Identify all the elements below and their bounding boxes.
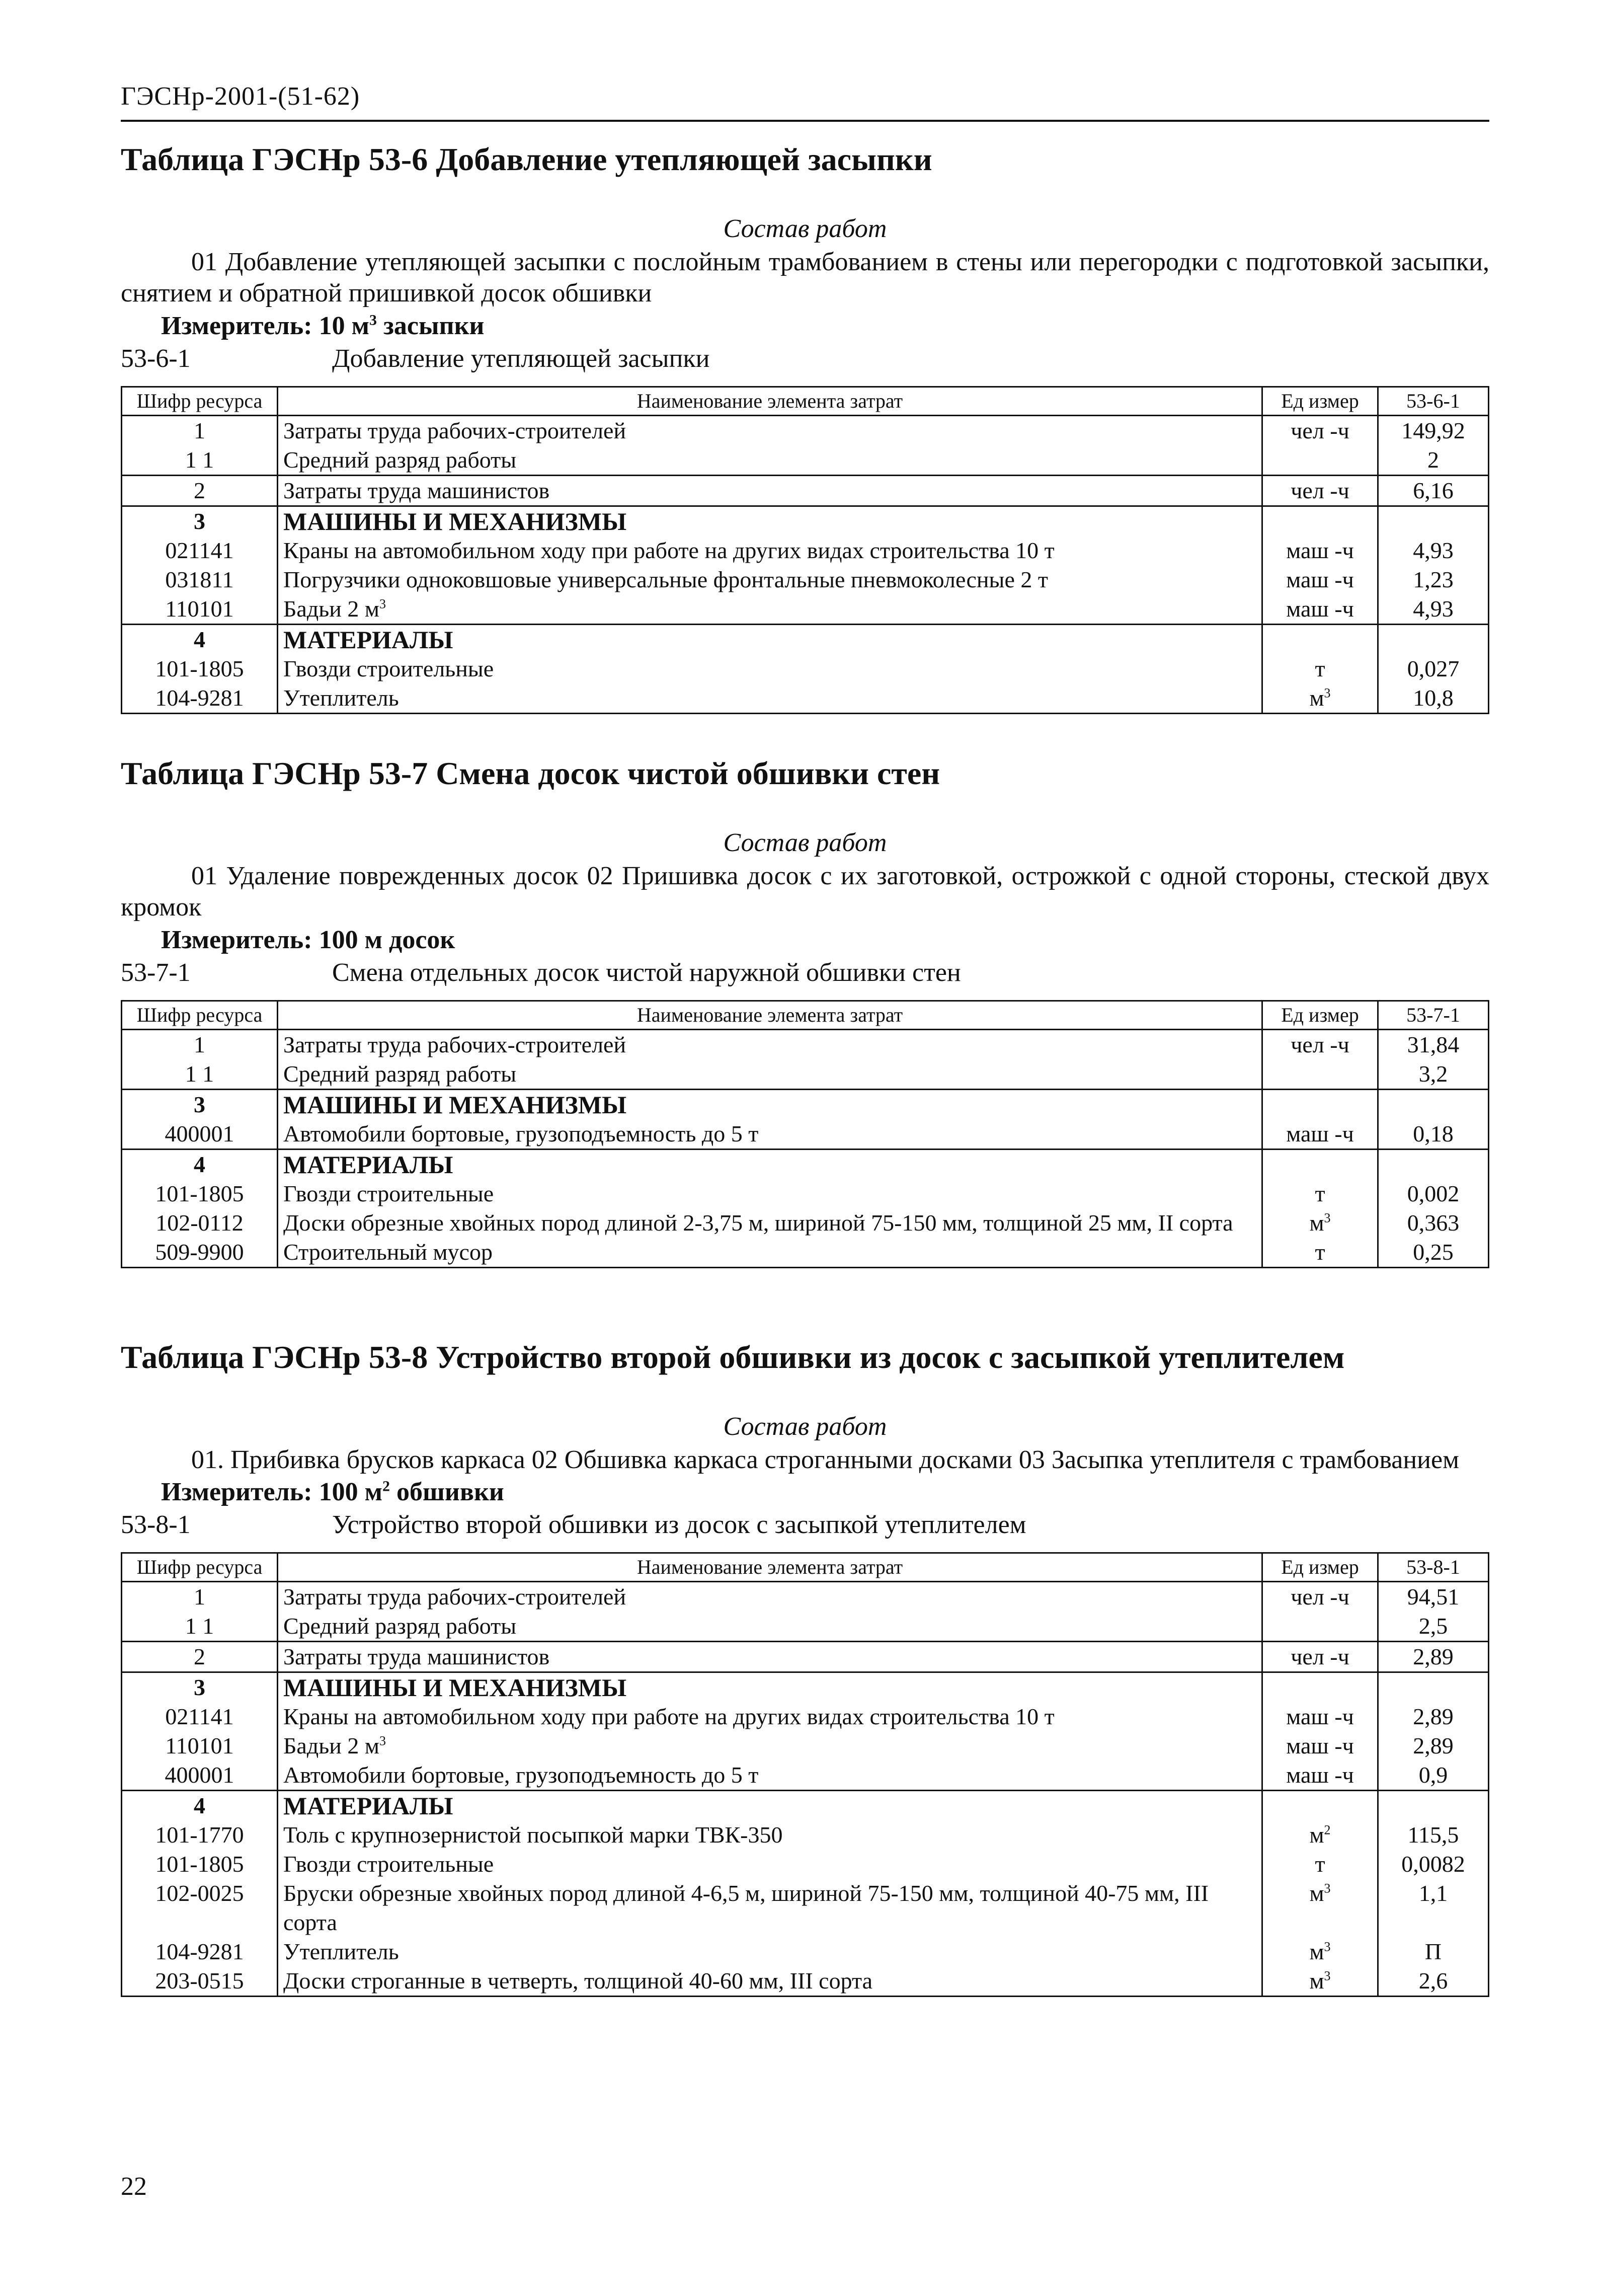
column-header: Ед измер [1262,1001,1378,1029]
norm-code: 53-6-1 [121,344,191,373]
resource-name [278,1208,1262,1238]
resource-name [278,1791,1262,1821]
resource-name-text: Затраты труда машинистов [283,477,550,503]
resource-code: 031811 [122,565,278,594]
resource-name [278,683,1262,714]
resource-name-text: Бруски обрезные хвойных пород длиной 4-6,5 м, шириной 75-150 мм, толщиной 40-75 мм, III сорта [283,1880,1209,1936]
resource-name-text: Гвозди строительные [283,1851,494,1877]
resource-unit [1262,1791,1378,1821]
resource-name-text: Затраты труда машинистов [283,1644,550,1670]
resource-unit [1262,654,1378,683]
resource-name [278,1089,1262,1119]
table-row [122,1059,1489,1090]
resource-code: 4 [122,1791,278,1821]
resource-code: 3 [122,1089,278,1119]
resource-value: 4,93 [1378,536,1489,565]
resource-code: 1 [122,1582,278,1612]
resource-unit [1262,565,1378,594]
column-header: Наименование элемента затрат [278,1001,1262,1029]
resource-value: 0,027 [1378,654,1489,683]
meter-sup: 2 [382,1478,390,1495]
table-header-row [122,1553,1489,1582]
resource-name-text: Утеплитель [283,684,399,711]
unit-sup: 2 [1324,1823,1331,1838]
resource-name-text: Бадьи 2 м [283,595,379,622]
meter-tail: обшивки [396,1478,504,1507]
column-header: Шифр ресурса [122,1001,278,1029]
resource-code: 4 [122,624,278,654]
resource-name-text: Доски строганные в четверть, толщиной 40-60 мм, III сорта [283,1968,873,1994]
resource-code: 3 [122,1672,278,1703]
resource-code: 1 1 [122,445,278,476]
unit-text: маш -ч [1286,1120,1354,1146]
table-section-53-6 [121,141,1489,714]
resource-value: 0,363 [1378,1208,1489,1238]
group-row [122,1672,1489,1703]
resource-value: 2,6 [1378,1966,1489,1997]
resource-value: 1,1 [1378,1879,1489,1937]
resource-name-text: МАШИНЫ И МЕХАНИЗМЫ [283,1673,627,1702]
resource-name-text: Доски обрезные хвойных пород длиной 2-3,75 м, шириной 75-150 мм, толщиной 25 мм, II сорта [283,1209,1233,1236]
resource-name [278,506,1262,536]
unit-sup: 3 [1324,1210,1331,1226]
table-row [122,1937,1489,1966]
unit-text: маш -ч [1286,566,1354,592]
resource-name-text: Средний разряд работы [283,1613,517,1639]
table-row [122,1731,1489,1761]
resource-unit [1262,1731,1378,1761]
resource-name-text: МАШИНЫ И МЕХАНИЗМЫ [283,507,627,535]
column-header: Шифр ресурса [122,1553,278,1582]
resource-unit [1262,1966,1378,1997]
resource-unit [1262,1059,1378,1090]
resource-name-sup: 3 [379,596,386,611]
meter-line [161,1476,1489,1508]
resource-value [1378,624,1489,654]
resource-unit [1262,594,1378,625]
table-row [122,594,1489,625]
unit-text: т [1315,1239,1325,1265]
table-row [122,1179,1489,1208]
resource-name [278,1820,1262,1850]
resource-name-text: МАТЕРИАЛЫ [283,1792,453,1820]
resource-unit [1262,1238,1378,1268]
meter-value: 10 м [318,311,370,340]
table-section-53-8 [121,1339,1489,1997]
resource-table [121,1000,1489,1268]
resource-name [278,565,1262,594]
resource-value: 10,8 [1378,683,1489,714]
unit-sup: 3 [1324,685,1331,701]
resource-value: 2,89 [1378,1731,1489,1761]
unit-text: т [1315,1851,1325,1877]
table-row [122,654,1489,683]
resource-unit [1262,1089,1378,1119]
table-row [122,1208,1489,1238]
table-row [122,445,1489,476]
column-header: 53-6-1 [1378,387,1489,415]
resource-name-text: Затраты труда рабочих-строителей [283,1031,626,1057]
table-row [122,1238,1489,1268]
resource-value: 115,5 [1378,1820,1489,1850]
resource-value: П [1378,1937,1489,1966]
norm-code-line [121,1508,1489,1541]
resource-unit [1262,1119,1378,1150]
resource-name-text: Строительный мусор [283,1239,493,1265]
resource-value: 2,89 [1378,1642,1489,1672]
resource-name-text: Краны на автомобильном ходу при работе на других видах строительства 10 т [283,537,1055,563]
page-number: 22 [121,2172,147,2201]
resource-code: 509-9900 [122,1238,278,1268]
table-row [122,1642,1489,1672]
resource-name [278,624,1262,654]
group-row [122,506,1489,536]
resource-name [278,1672,1262,1703]
resource-name [278,1966,1262,1997]
resource-name [278,1179,1262,1208]
resource-unit [1262,1612,1378,1642]
resource-code: 4 [122,1149,278,1179]
work-description: 01 Добавление утепляющей засыпки с послойным трамбованием в стены или перегородки с подготовкой засыпки, снятием и обратной пришивкой досок обшивки [121,247,1489,308]
table-row [122,536,1489,565]
resource-unit [1262,1850,1378,1879]
resource-name-text: МАТЕРИАЛЫ [283,1150,453,1179]
resource-code: 101-1805 [122,1850,278,1879]
resource-value: 0,25 [1378,1238,1489,1268]
resource-name-text: Средний разряд работы [283,1060,517,1087]
table-row [122,1029,1489,1059]
unit-text: маш -ч [1286,1762,1354,1788]
table-header-row [122,387,1489,415]
resource-name-text: Затраты труда рабочих-строителей [283,417,626,443]
resource-name-text: Гвозди строительные [283,1180,494,1206]
resource-name-text: Автомобили бортовые, грузоподъемность до 5 т [283,1762,759,1788]
resource-unit [1262,624,1378,654]
meter-line [161,924,1489,956]
resource-name [278,1238,1262,1268]
table-row [122,475,1489,506]
column-header: 53-7-1 [1378,1001,1489,1029]
norm-name: Смена отдельных досок чистой наружной обшивки стен [332,958,961,987]
unit-text: м [1309,1209,1324,1236]
resource-unit [1262,1937,1378,1966]
meter-label: Измеритель: [161,1478,312,1507]
resource-code: 021141 [122,1702,278,1731]
unit-text: чел -ч [1291,1644,1349,1670]
resource-code: 110101 [122,1731,278,1761]
resource-unit [1262,1820,1378,1850]
table-row [122,1612,1489,1642]
resource-value: 4,93 [1378,594,1489,625]
resource-code: 2 [122,1642,278,1672]
resource-code: 101-1770 [122,1820,278,1850]
unit-text: м [1309,684,1324,711]
resource-value: 6,16 [1378,475,1489,506]
meter-value: 100 м [318,1478,383,1507]
unit-text: м [1309,1880,1324,1906]
table-row [122,1850,1489,1879]
unit-text: маш -ч [1286,537,1354,563]
resource-name [278,1149,1262,1179]
unit-sup: 3 [1324,1940,1331,1955]
table-row [122,1820,1489,1850]
resource-code: 1 1 [122,1612,278,1642]
resource-name-text: Погрузчики одноковшовые универсальные фронтальные пневмоколесные 2 т [283,566,1048,592]
resource-unit [1262,1879,1378,1937]
resource-unit [1262,536,1378,565]
column-header: Ед измер [1262,387,1378,415]
meter-line [161,310,1489,342]
resource-name [278,1582,1262,1612]
resource-value [1378,506,1489,536]
group-row [122,1149,1489,1179]
work-description: 01. Прибивка брусков каркаса 02 Обшивка каркаса строганными досками 03 Засыпка утеплителя с трамбованием [191,1445,1459,1474]
resource-name [278,1850,1262,1879]
resource-value: 1,23 [1378,565,1489,594]
resource-value: 0,0082 [1378,1850,1489,1879]
resource-name-text: Гвозди строительные [283,655,494,681]
norm-code: 53-7-1 [121,958,191,987]
resource-table [121,386,1489,714]
resource-code: 104-9281 [122,683,278,714]
resource-code: 102-0112 [122,1208,278,1238]
unit-text: т [1315,655,1325,681]
resource-value [1378,1791,1489,1821]
resource-name [278,1731,1262,1761]
meter-label: Измеритель: [161,311,312,340]
unit-text: м [1309,1939,1324,1965]
resource-unit [1262,1029,1378,1059]
table-row [122,1966,1489,1997]
group-row [122,624,1489,654]
table-title: Таблица ГЭСНр 53-8 Устройство второй обшивки из досок с засыпкой утеплителем [121,1339,1345,1375]
unit-text: чел -ч [1291,1584,1349,1610]
resource-code: 203-0515 [122,1966,278,1997]
meter-value: 100 м досок [318,925,455,954]
table-row [122,1582,1489,1612]
resource-unit [1262,415,1378,445]
table-row [122,1761,1489,1791]
unit-text: чел -ч [1291,1031,1349,1057]
resource-name [278,1702,1262,1731]
resource-unit [1262,506,1378,536]
resource-unit [1262,1179,1378,1208]
table-row [122,565,1489,594]
resource-name [278,415,1262,445]
resource-name [278,1642,1262,1672]
table-section-53-7 [121,755,1489,1268]
meter-label: Измеритель: [161,925,312,954]
column-header: Ед измер [1262,1553,1378,1582]
resource-name [278,1612,1262,1642]
unit-text: маш -ч [1286,1733,1354,1759]
resource-unit [1262,1761,1378,1791]
table-title: Таблица ГЭСНр 53-6 Добавление утепляющей засыпки [121,141,932,177]
resource-unit [1262,683,1378,714]
resource-name-text: МАШИНЫ И МЕХАНИЗМЫ [283,1090,627,1119]
resource-value [1378,1089,1489,1119]
resource-table [121,1552,1489,1997]
resource-name [278,1761,1262,1791]
resource-value: 149,92 [1378,415,1489,445]
column-header: 53-8-1 [1378,1553,1489,1582]
unit-sup: 3 [1324,1969,1331,1984]
resource-name-text: Средний разряд работы [283,446,517,473]
column-header: Шифр ресурса [122,387,278,415]
resource-code: 1 [122,415,278,445]
resource-name [278,1879,1262,1937]
group-row [122,1791,1489,1821]
unit-sup: 3 [1324,1881,1331,1896]
table-title: Таблица ГЭСНр 53-7 Смена досок чистой обшивки стен [121,755,940,791]
resource-code: 3 [122,506,278,536]
resource-code: 101-1805 [122,1179,278,1208]
resource-code: 400001 [122,1119,278,1150]
norm-name: Добавление утепляющей засыпки [332,344,710,373]
resource-name [278,475,1262,506]
resource-name [278,445,1262,476]
unit-text: маш -ч [1286,1704,1354,1730]
resource-name-text: МАТЕРИАЛЫ [283,625,453,654]
unit-text: т [1315,1180,1325,1206]
document-header: ГЭСНр-2001-(51-62) [121,82,360,111]
resource-name [278,1937,1262,1966]
resource-name-text: Утеплитель [283,1939,399,1965]
resource-unit [1262,1642,1378,1672]
resource-name [278,536,1262,565]
norm-name: Устройство второй обшивки из досок с засыпкой утеплителем [332,1510,1026,1540]
resource-code: 1 1 [122,1059,278,1090]
norm-code-line [121,956,1489,989]
norm-code: 53-8-1 [121,1510,191,1540]
resource-value: 3,2 [1378,1059,1489,1090]
resource-name [278,1059,1262,1090]
resource-value [1378,1672,1489,1703]
meter-sup: 3 [369,312,377,329]
resource-value: 2,89 [1378,1702,1489,1731]
resource-value: 0,002 [1378,1179,1489,1208]
resource-value [1378,1149,1489,1179]
meter-tail: засыпки [383,311,485,340]
unit-text: м [1309,1968,1324,1994]
resource-value: 31,84 [1378,1029,1489,1059]
unit-text: чел -ч [1291,477,1349,503]
resource-code: 2 [122,475,278,506]
resource-value: 94,51 [1378,1582,1489,1612]
resource-name [278,654,1262,683]
table-row [122,1119,1489,1150]
resource-unit [1262,1582,1378,1612]
resource-name-text: Толь с крупнозернистой посыпкой марки ТВК-350 [283,1822,783,1848]
resource-code: 101-1805 [122,654,278,683]
resource-unit [1262,1149,1378,1179]
unit-text: чел -ч [1291,417,1349,443]
column-header: Наименование элемента затрат [278,387,1262,415]
resource-name-text: Бадьи 2 м [283,1733,379,1759]
resource-value: 0,18 [1378,1119,1489,1150]
resource-unit [1262,1672,1378,1703]
composition-label: Состав работ [723,828,887,857]
table-row [122,1879,1489,1937]
unit-text: м [1309,1822,1324,1848]
table-row [122,1702,1489,1731]
norm-code-line [121,342,1489,375]
table-row [122,683,1489,714]
resource-unit [1262,445,1378,476]
resource-code: 110101 [122,594,278,625]
resource-unit [1262,1702,1378,1731]
resource-name-text: Автомобили бортовые, грузоподъемность до 5 т [283,1120,759,1146]
composition-label: Состав работ [723,1412,887,1441]
resource-code: 400001 [122,1761,278,1791]
table-row [122,415,1489,445]
composition-label: Состав работ [723,214,887,243]
group-row [122,1089,1489,1119]
resource-value: 0,9 [1378,1761,1489,1791]
resource-name [278,1119,1262,1150]
resource-name [278,594,1262,625]
unit-text: маш -ч [1286,595,1354,622]
resource-code: 104-9281 [122,1937,278,1966]
resource-name-text: Краны на автомобильном ходу при работе на других видах строительства 10 т [283,1704,1055,1730]
resource-value: 2,5 [1378,1612,1489,1642]
header-rule [121,120,1489,122]
resource-code: 1 [122,1029,278,1059]
resource-value: 2 [1378,445,1489,476]
column-header: Наименование элемента затрат [278,1553,1262,1582]
resource-name-text: Затраты труда рабочих-строителей [283,1584,626,1610]
work-description: 01 Удаление поврежденных досок 02 Пришивка досок с их заготовкой, острожкой с одной стороны, стеской двух кромок [121,861,1489,922]
table-header-row [122,1001,1489,1029]
resource-name-sup: 3 [379,1734,386,1749]
resource-unit [1262,1208,1378,1238]
resource-code: 021141 [122,536,278,565]
resource-name [278,1029,1262,1059]
resource-unit [1262,475,1378,506]
resource-code: 102-0025 [122,1879,278,1937]
